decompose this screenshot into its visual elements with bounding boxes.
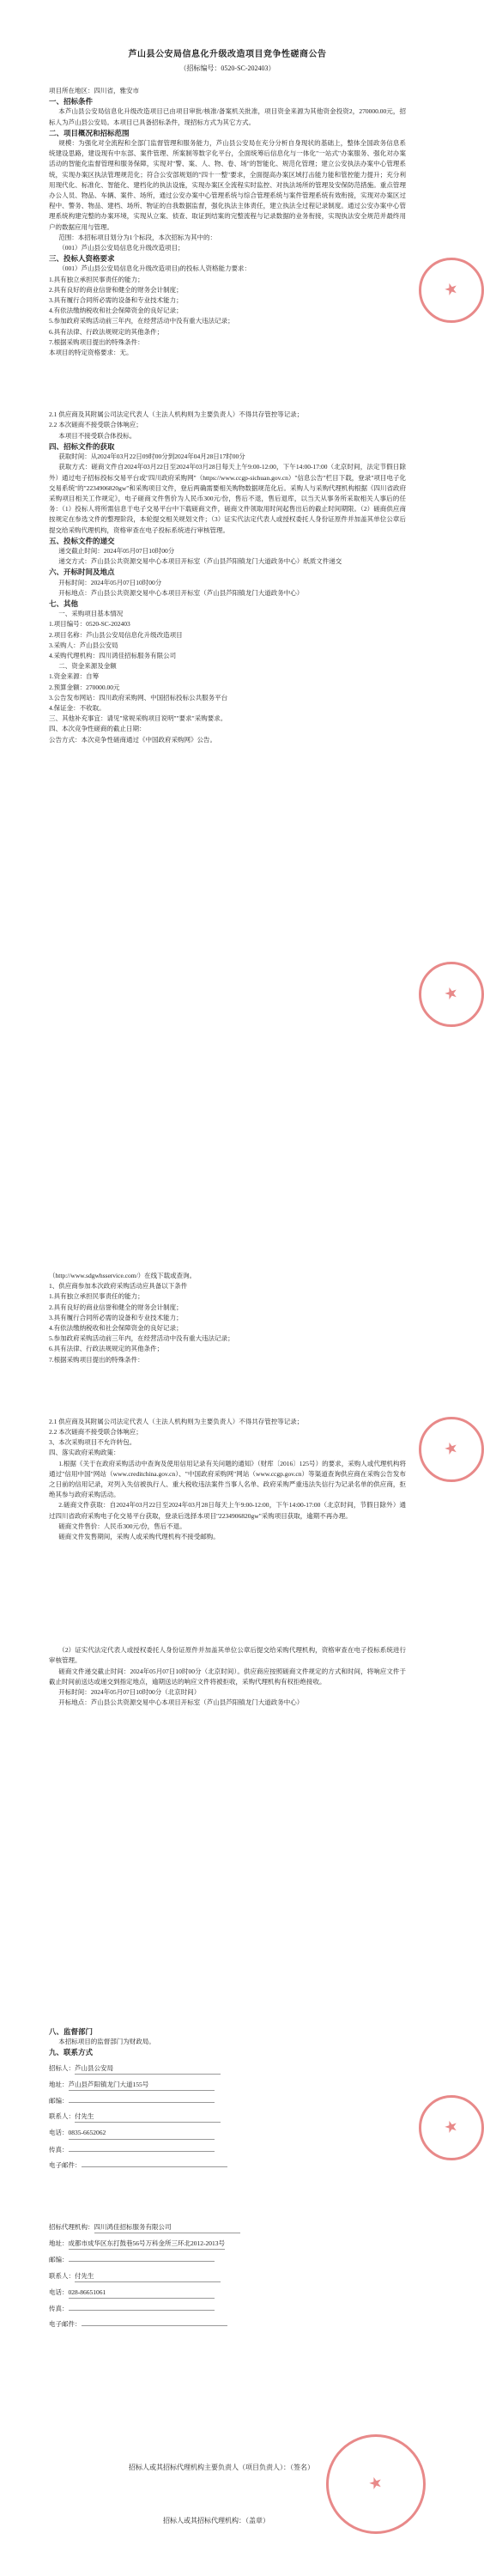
list-item: 2.项目名称：芦山县公安局信息化升级改造项目: [49, 630, 183, 639]
section-6-time: 开标时间：2024年05月07日10时00分: [58, 578, 162, 586]
url-line: （http://www.sdgwhsservice.com/）在线下载或查询。: [49, 1272, 197, 1279]
email-field: 电子邮件：: [49, 2160, 406, 2171]
section-6-place: 开标地点：芦山县公共资源交易中心本项目开标室（芦山县芦阳镇龙门大道政务中心）: [58, 588, 304, 597]
note-line: 四、本次竞争性磋商的截止日期：: [49, 725, 146, 733]
agent-zip-field: 邮编：: [49, 2255, 406, 2265]
section-2-scope: 范围：本招标项目划分为1个标段，本次招标为其中的：: [58, 233, 216, 241]
policy-paragraph: 2.磋商文件获取：自2024年03月22日至2024年03月28日每天上午9:00-12:00，下午14:00-17:00（北京时间，节假日除外）通过四川省政府采购电子化交易平台获取，登录后选择本项目"2234906820gw"采购项目获取，逾期不再办理。: [49, 1501, 406, 1520]
section-5-deadline: 递交截止时间：2024年05月07日10时00分: [58, 546, 175, 555]
red-seal-stamp: [419, 2095, 484, 2160]
policy-paragraph: 1.根据《关于在政府采购活动中查询及使用信用记录有关问题的通知》（财库〔2016〕125号）的要求，采购人或代理机构将通过"信用中国"网站（www.creditchina.gov.cn）、"中国政府采购网"网站（www.ccgp.gov.cn）等渠道查询供应商在采购公告发布之日前的信用记录，对列入失信被执行人、重大税收违法案件当事人名单、政府采购严重违法失信行为记录名单的供应商，拒绝其参与政府采购活动。: [49, 1459, 406, 1499]
list-item: 2.1 供应商及其附属公司法定代表人（主法人机构则为主要负责人）不得共存管控等记录；: [49, 1417, 304, 1425]
note-line: 三、其他补充事宜：请见"常规采购项目说明""要求"采购要求。: [49, 714, 227, 723]
budget-heading: 二、资金来源及金额: [58, 662, 117, 671]
list-item: 本项目不接受联合体投标。: [58, 431, 136, 440]
list-item: 5.参加政府采购活动前三年内，在经营活动中没有重大违法记录；: [49, 1334, 234, 1343]
section-4-method: 获取方式：磋商文件自2024年03月22日至2024年03月28日每天上午9:00-12:00，下午14:00-17:00（北京时间，法定节假日除外）通过电子招标投标交易平台或"四川政府采购网"（https://www.ccgp-sichuan.gov.cn）"信息公告"栏目下载，登录"项目电子化交易系统"的"2234906820gw"和采购项目文件，登后两确需要相关购物数据规范化后。采购人与采购代理机构根据《四川省政府采购项目相关工作规定》，电子磋商文件售价为人民币300元/份，售后不退，售后退库，以当天从事务所采取相关人事后的任务：（1）投标人将所需信息于电子交易平台中下载磋商文件，磋商文件领取用时间起售出后的截止时间期限。（2）磋商供应商按规定在参选文件的整理阶段，本轮提交相关规划文件；（3）证实代法定代表人或授权委托人身份证原件并加盖其单位公章后提交给采购代理机构，资格审查在电子投标系统进行审核管理。: [49, 463, 406, 534]
section-3-lead: （001）芦山县公安局信息化升级改造项目)的投标人资格能力要求：: [58, 264, 251, 273]
section-4-heading: 四、招标文件的获取: [49, 441, 115, 451]
list-item: 3.采购人：芦山县公安局: [49, 641, 118, 649]
section-6-heading: 六、开标时间及地点: [49, 568, 115, 577]
tail-paragraph: 开标时间：2024年05月07日10时00分（北京时间）: [58, 1688, 201, 1697]
agent-email-field: 电子邮件：: [49, 2319, 406, 2330]
fax-field: 传真：: [49, 2145, 406, 2155]
page-subtitle: （招标编号：0520-SC-202403）: [179, 64, 275, 72]
star-icon: ★: [443, 281, 460, 299]
star-icon: ★: [443, 985, 460, 1003]
agent-phone-field: 电话：028-86651061: [49, 2287, 406, 2299]
list-item: 3.公告发布网站：四川政府采购网、中国招标投标公共服务平台: [49, 693, 228, 702]
list-item: 2.1 供应商及其附属公司法定代表人（主法人机构则为主要负责人）不得共存管控等记录；: [49, 410, 304, 419]
star-icon: ★: [367, 2475, 384, 2493]
section-5-heading: 五、投标文件的递交: [49, 536, 115, 545]
star-icon: ★: [443, 1440, 460, 1458]
agent-fax-field: 传真：: [49, 2304, 406, 2314]
list-item: 2.具有良好的商业信誉和健全的财务会计制度；: [49, 285, 183, 294]
list-item: 4.保证金：不收取。: [49, 703, 106, 712]
list-item: 6.具有法律、行政法规规定的其他条件；: [49, 327, 164, 336]
list-item: 5.参加政府采购活动前三年内，在经营活动中没有重大违法记录；: [49, 317, 234, 325]
section-7-heading: 七、其他: [49, 598, 79, 608]
list-item: 1.资金来源：自筹: [49, 672, 100, 681]
conditions-heading: 1、供应商参加本次政府采购活动应具备以下条件: [49, 1282, 188, 1291]
list-item: 4.有依法缴纳税收和社会保障资金的良好记录；: [49, 1324, 183, 1333]
list-item: 6.具有法律、行政法规规定的其他条件；: [49, 1345, 164, 1353]
list-item: 2.2 本次磋商不接受联合体响应；: [49, 421, 142, 429]
red-seal-stamp: [419, 258, 484, 323]
signature-line: 招标人或其招标代理机构主要负责人（项目负责人）：（签名）: [129, 2464, 314, 2471]
policy-paragraph: 磋商文件发售期间，采购人或采购代理机构不接受邮购。: [58, 1533, 220, 1541]
star-icon: ★: [443, 2118, 460, 2136]
note-line: 公告方式：本次竞争性磋商通过《中国政府采购网》公告。: [49, 735, 216, 744]
contact-section: [49, 2026, 406, 2330]
section-7-sub: 一、采购项目基本情况: [58, 610, 124, 618]
list-item: 3.具有履行合同所必需的设备和专业技术能力；: [49, 1313, 183, 1321]
phone-field: 电话：0835-6652062: [49, 2128, 406, 2139]
list-item: 2.具有良好的商业信誉和健全的财务会计制度；: [49, 1303, 183, 1311]
section-2-heading: 二、项目概况和招标范围: [49, 128, 130, 137]
list-item: 1.具有独立承担民事责任的能力；: [49, 275, 144, 283]
tail-paragraph: （2）证实代法定代表人或授权委托人身份证原件并加盖其单位公章后提交给采购代理机构，资格审查在电子投标系统进行审核管理。: [49, 1646, 406, 1665]
tail-paragraph: 开标地点：芦山县公共资源交易中心本项目开标室（芦山县芦阳镇龙门大道政务中心）: [58, 1698, 304, 1707]
list-item: 1.具有独立承担民事责任的能力；: [49, 1292, 144, 1301]
agent-contact-field: 联系人：付先生: [49, 2271, 406, 2282]
zip-field: 邮编：: [49, 2096, 406, 2106]
list-item: 2.预算金额：270000.00元: [49, 683, 120, 691]
red-seal-stamp: [419, 962, 484, 1027]
list-item: 3.具有履行合同所必需的设备和专业技术能力；: [49, 296, 183, 305]
list-item: 本项目的特定资格要求：无。: [49, 349, 133, 357]
list-item: 4.有依法缴纳税收和社会保障资金的良好记录；: [49, 307, 183, 315]
agent-address-field: 地址：成都市成华区东打鼓巷56号万科金所三环北2012-2013号: [49, 2239, 406, 2250]
section-8-heading: 八、监督部门: [49, 2027, 94, 2036]
official-seal-stamp: [326, 2434, 426, 2534]
list-item: 2.2 本次磋商不接受联合体响应；: [49, 1428, 142, 1437]
list-item: 1.项目编号：0520-SC-202403: [49, 620, 130, 629]
list-item: 3、本次采购项目不允许转包。: [49, 1438, 136, 1447]
section-1-heading: 一、招标条件: [49, 97, 94, 106]
agent-field: 招标代理机构：四川鸿佳招标服务有限公司: [49, 2222, 406, 2233]
continued-section: [49, 1271, 406, 1708]
list-item: 7.根据采购项目提出的特殊条件：: [49, 1355, 144, 1364]
address-field: 地址：芦山县芦阳镇龙门大道155号: [49, 2080, 406, 2091]
main-section: [49, 86, 406, 745]
list-item: 4.采购代理机构：四川鸿佳招标服务有限公司: [49, 651, 177, 659]
list-item: 四、落实政府采购政策：: [49, 1449, 120, 1457]
page-title: 芦山县公安局信息化升级改造项目竞争性磋商公告: [128, 50, 327, 59]
section-9-heading: 九、联系方式: [49, 2048, 94, 2057]
section-5-method: 递交方式：芦山县公共资源交易中心本项目开标室（芦山县芦阳镇龙门大道政务中心）纸质文件递交: [58, 557, 342, 566]
list-item: 7.根据采购项目提出的特殊条件：: [49, 337, 144, 346]
section-2-scale: 规模：为强化对全流程和全部门监督管理和服务能力，芦山县公安局在充分分析自身现状的基础上，整体全国政务信息系统建设思路，建设现有中东部、案件管理、所案制等数字化平台，全面统筹后信息化与一体化"一站式"办案服务、强化对办案活动的智能化监督管理和服务保障，实现对"警、案、人、物、卷、场"的智能化、规范化管理；建立公安执法办案中心管理系统，实现办案区执法管理规范化；符合公安部规划的"四十一整"要求，全面提高办案区域打击能力能和管控能力提升；充分利用现代化、标准化、智能化、建档化的执法设施，实现办案区全流程实时监控、对执法场所的管理及安保防范措施。重点管理办公人员、物品、车辆、案件、场所，通过公安办案中心管理系统与综合管理系统与案件管理系统有效衔接，实现对办案区过程中、警务、物品、建档、场所、物证的自我数据监督，强化执法主体责任，建立执法全过程记录制度。通过公安办案中心管理系统构建完整的办案环境，实现从立案、侦查、取证到结案的完整流程与记录数据的业务衔接，实现执法安全规范并最终用户的数据应用与管理。: [49, 139, 406, 231]
contact-field: 联系人：付先生: [49, 2111, 406, 2123]
stamp-line: 招标人或其招标代理机构：（盖章）: [163, 2517, 269, 2524]
section-2-lot: （001）芦山县公安局信息化升级改造项目；: [58, 244, 185, 252]
section-4-time: 获取时间：从2024年03月22日09时00分到2024年04月28日17时00分: [58, 453, 245, 461]
policy-paragraph: 磋商文件售价：人民币300元/份，售后不退。: [58, 1522, 186, 1530]
tenderer-field: 招标人：芦山县公安局: [49, 2063, 406, 2075]
location-line: 项目所在地区：四川省，雅安市: [49, 87, 139, 94]
section-8-body: 本招标项目的监督部门为财政局。: [58, 2038, 155, 2046]
red-seal-stamp: [419, 1417, 484, 1482]
tail-paragraph: 磋商文件递交截止时间：2024年05月07日10时00分（北京时间）。供应商应按照磋商文件规定的方式和时间，将响应文件于截止时间前送达或递交到指定地点，逾期送达的响应文件将被拒收，采购代理机构有权拒绝接收。: [49, 1667, 406, 1686]
section-1-body: 本芦山县公安局信息化升级改造项目已由项目审批/核准/备案机关批准，项目资金来源为其他资金投资2，270000.00元，招标人为芦山县公安局。本项目已具备招标条件，现招标方式为其它方式。: [49, 107, 406, 126]
section-3-heading: 三、投标人资格要求: [49, 254, 115, 264]
